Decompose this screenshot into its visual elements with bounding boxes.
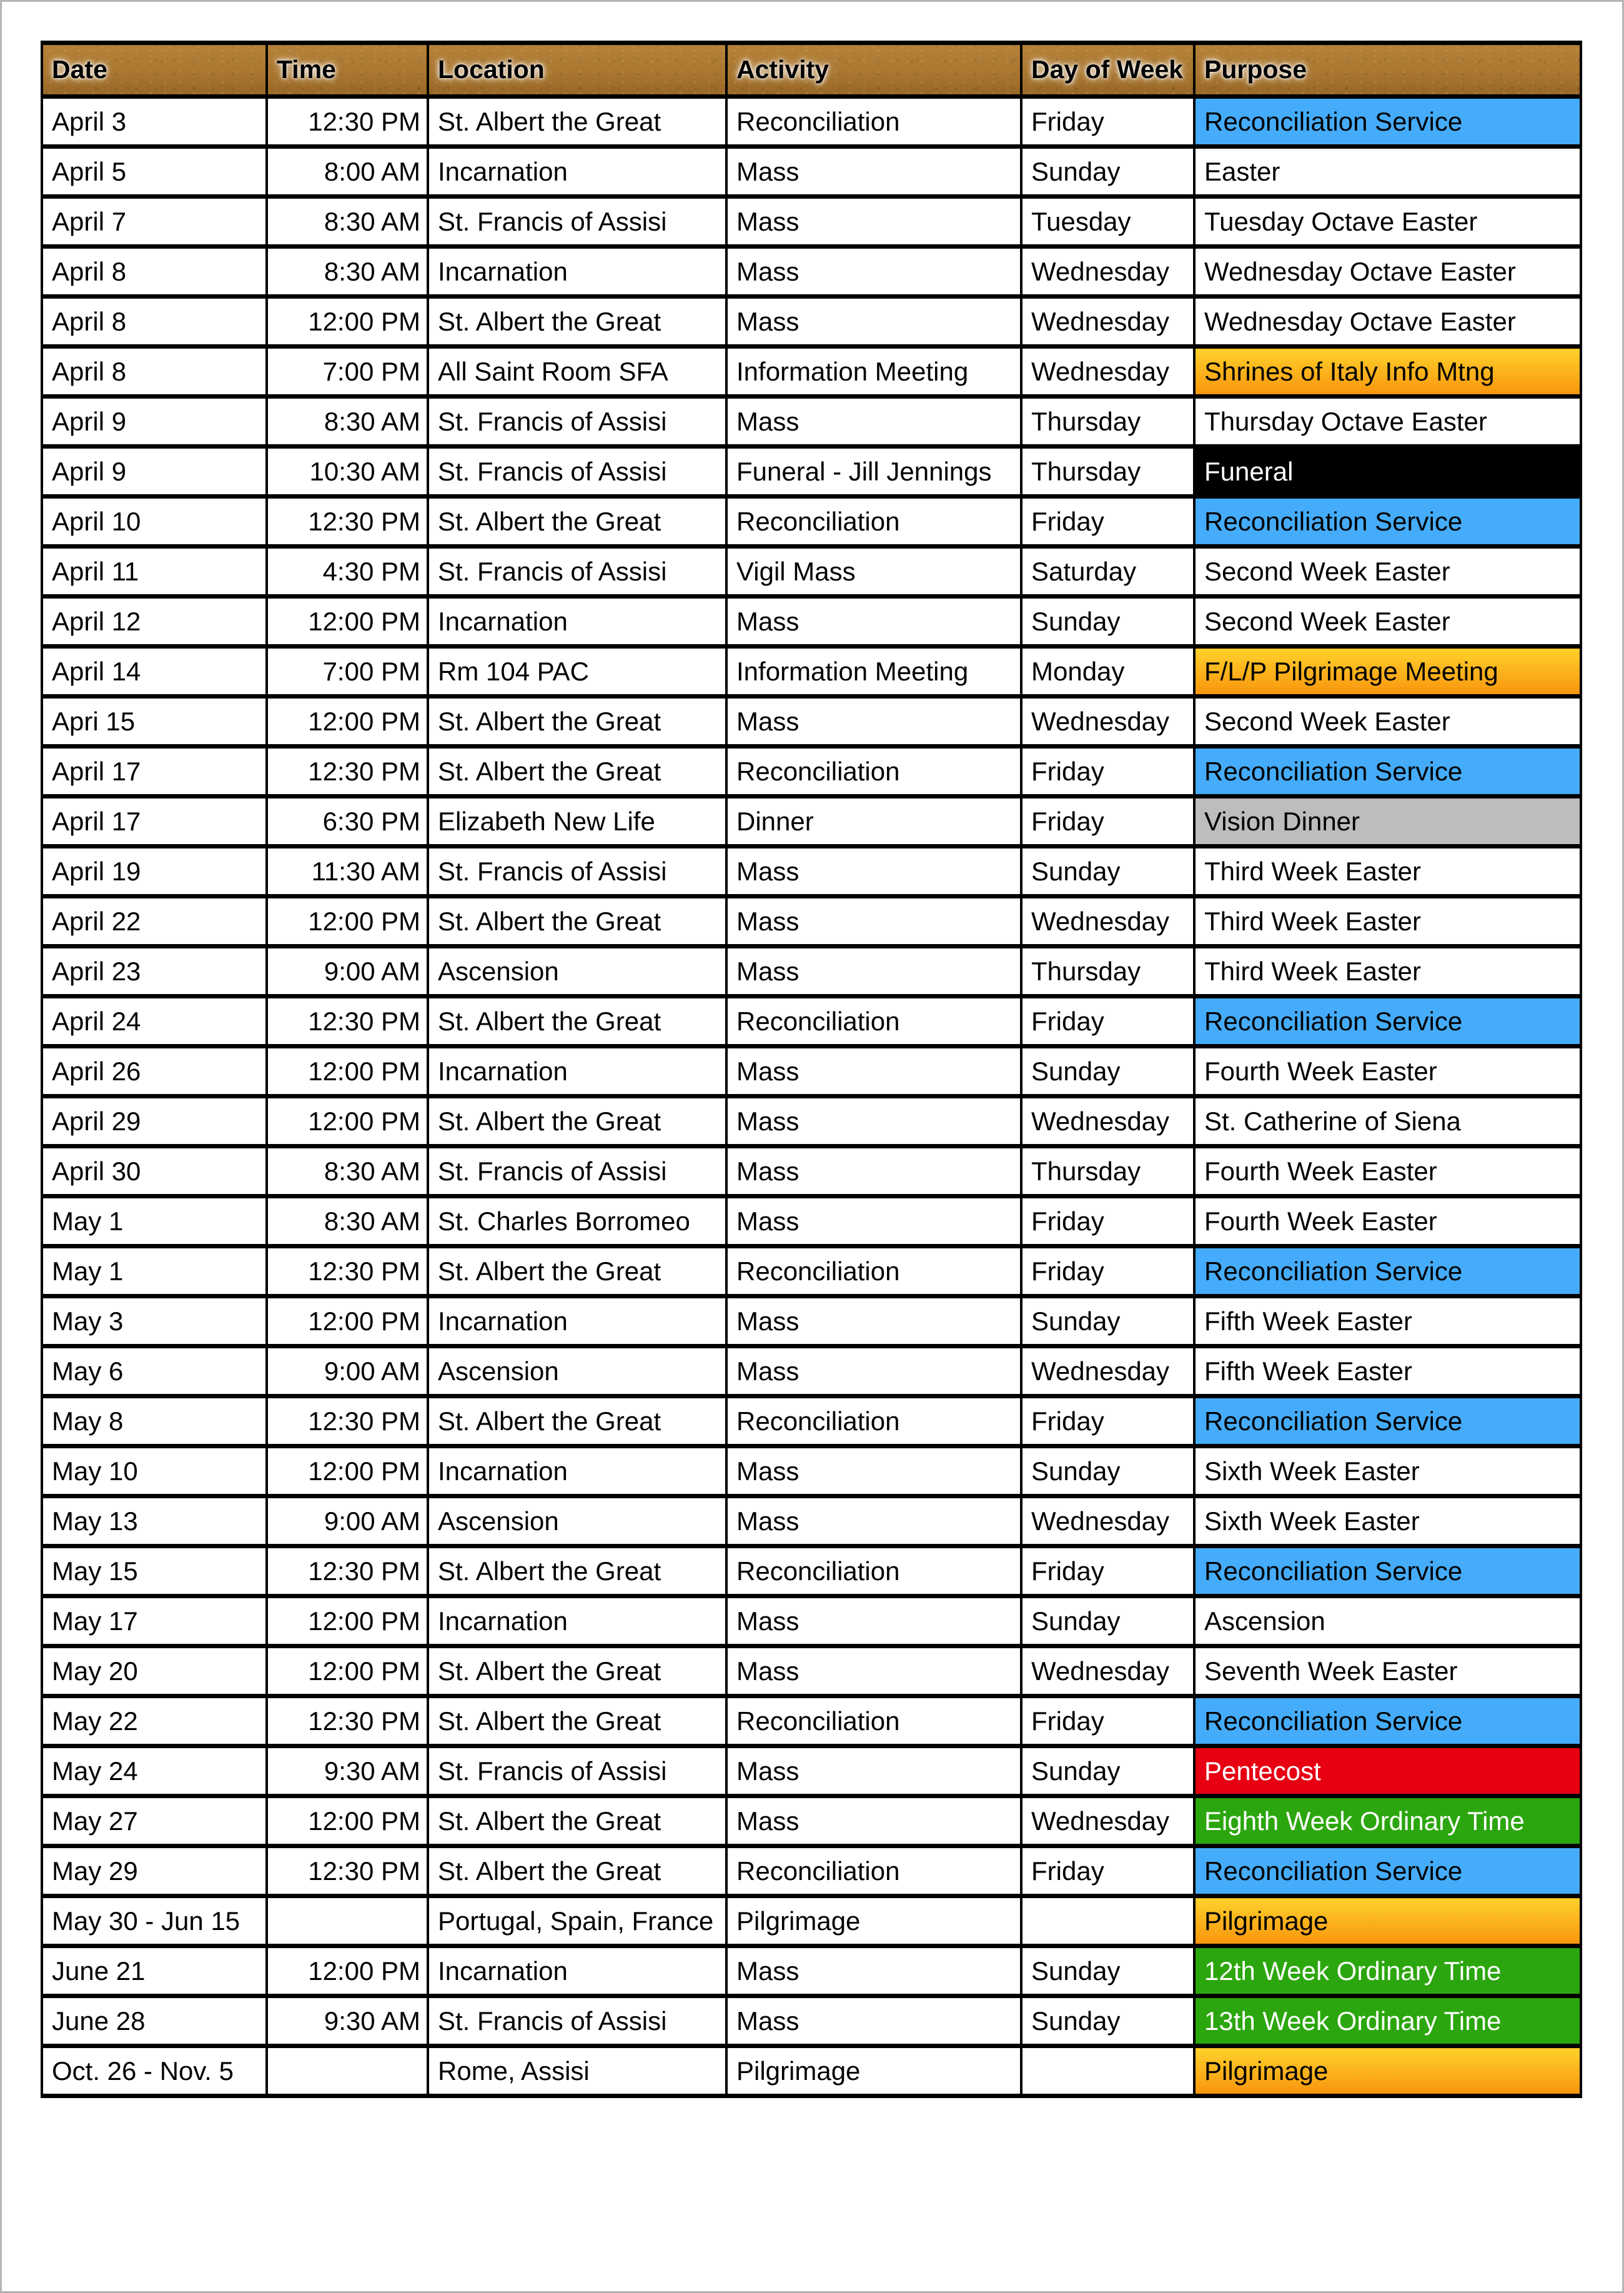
date-cell: Apri 15 [42, 697, 267, 747]
location-cell: St. Albert the Great [428, 1097, 726, 1146]
day-cell: Sunday [1021, 1296, 1194, 1346]
date-cell: April 23 [42, 947, 267, 997]
location-cell: St. Albert the Great [428, 1396, 726, 1446]
table-row [42, 847, 1581, 897]
activity-cell: Mass [726, 397, 1021, 447]
day-cell: Wednesday [1021, 297, 1194, 347]
date-cell: May 17 [42, 1596, 267, 1646]
day-cell: Wednesday [1021, 1496, 1194, 1546]
schedule-table-body [42, 97, 1581, 2096]
purpose-cell: Shrines of Italy Info Mtng [1194, 347, 1581, 397]
time-cell: 12:00 PM [267, 697, 428, 747]
activity-cell: Mass [726, 947, 1021, 997]
activity-cell: Mass [726, 1196, 1021, 1246]
activity-cell: Mass [726, 697, 1021, 747]
location-cell: St. Albert the Great [428, 1646, 726, 1696]
time-cell: 12:00 PM [267, 1296, 428, 1346]
activity-cell: Reconciliation [726, 1846, 1021, 1896]
time-cell: 8:30 AM [267, 1196, 428, 1246]
location-cell: St. Albert the Great [428, 1696, 726, 1746]
day-cell: Thursday [1021, 397, 1194, 447]
location-cell: St. Charles Borromeo [428, 1196, 726, 1246]
purpose-cell: Reconciliation Service [1194, 1546, 1581, 1596]
purpose-cell: 13th Week Ordinary Time [1194, 1996, 1581, 2046]
purpose-cell: Fifth Week Easter [1194, 1296, 1581, 1346]
day-cell: Friday [1021, 97, 1194, 147]
purpose-cell: Fourth Week Easter [1194, 1047, 1581, 1097]
date-cell: April 17 [42, 747, 267, 797]
day-cell: Monday [1021, 647, 1194, 697]
location-cell: St. Francis of Assisi [428, 1996, 726, 2046]
day-cell: Friday [1021, 747, 1194, 797]
activity-cell: Mass [726, 1097, 1021, 1146]
purpose-cell: Second Week Easter [1194, 547, 1581, 597]
activity-cell: Mass [726, 1596, 1021, 1646]
time-cell: 12:00 PM [267, 1097, 428, 1146]
purpose-cell: Wednesday Octave Easter [1194, 247, 1581, 297]
date-cell: Oct. 26 - Nov. 5 [42, 2046, 267, 2096]
activity-cell: Pilgrimage [726, 1896, 1021, 1946]
day-cell [1021, 2046, 1194, 2096]
activity-cell: Mass [726, 1946, 1021, 1996]
day-cell: Saturday [1021, 547, 1194, 597]
day-cell: Friday [1021, 797, 1194, 847]
purpose-cell: Funeral [1194, 447, 1581, 497]
date-cell: May 1 [42, 1196, 267, 1246]
location-cell: Ascension [428, 947, 726, 997]
time-cell: 12:30 PM [267, 1396, 428, 1446]
table-row [42, 1896, 1581, 1946]
activity-cell: Information Meeting [726, 347, 1021, 397]
table-row [42, 447, 1581, 497]
date-cell: May 3 [42, 1296, 267, 1346]
activity-cell: Reconciliation [726, 1696, 1021, 1746]
purpose-cell: Third Week Easter [1194, 947, 1581, 997]
activity-cell: Reconciliation [726, 497, 1021, 547]
activity-cell: Vigil Mass [726, 547, 1021, 597]
date-cell: April 22 [42, 897, 267, 947]
table-row [42, 1097, 1581, 1146]
purpose-cell: Second Week Easter [1194, 697, 1581, 747]
day-cell: Wednesday [1021, 1796, 1194, 1846]
activity-cell: Mass [726, 247, 1021, 297]
purpose-cell: Reconciliation Service [1194, 747, 1581, 797]
date-cell: April 12 [42, 597, 267, 647]
table-row [42, 197, 1581, 247]
purpose-cell: Easter [1194, 147, 1581, 197]
activity-cell: Mass [726, 147, 1021, 197]
time-cell: 4:30 PM [267, 547, 428, 597]
location-cell: All Saint Room SFA [428, 347, 726, 397]
purpose-cell: Wednesday Octave Easter [1194, 297, 1581, 347]
col-header-time: Time [267, 43, 428, 97]
time-cell: 12:00 PM [267, 297, 428, 347]
activity-cell: Reconciliation [726, 1246, 1021, 1296]
date-cell: May 22 [42, 1696, 267, 1746]
date-cell: May 27 [42, 1796, 267, 1846]
purpose-cell: Fourth Week Easter [1194, 1146, 1581, 1196]
table-row [42, 297, 1581, 347]
time-cell: 12:00 PM [267, 897, 428, 947]
time-cell: 12:30 PM [267, 497, 428, 547]
date-cell: April 26 [42, 1047, 267, 1097]
date-cell: April 14 [42, 647, 267, 697]
day-cell: Sunday [1021, 1047, 1194, 1097]
time-cell: 12:30 PM [267, 1846, 428, 1896]
table-row [42, 147, 1581, 197]
location-cell: Incarnation [428, 1047, 726, 1097]
table-row [42, 1796, 1581, 1846]
table-row [42, 947, 1581, 997]
location-cell: St. Albert the Great [428, 697, 726, 747]
day-cell: Thursday [1021, 447, 1194, 497]
purpose-cell: Reconciliation Service [1194, 1696, 1581, 1746]
date-cell: April 17 [42, 797, 267, 847]
time-cell: 11:30 AM [267, 847, 428, 897]
date-cell: April 8 [42, 347, 267, 397]
table-row [42, 1496, 1581, 1546]
location-cell: Ascension [428, 1346, 726, 1396]
purpose-cell: Ascension [1194, 1596, 1581, 1646]
activity-cell: Mass [726, 1746, 1021, 1796]
time-cell: 12:30 PM [267, 747, 428, 797]
purpose-cell: Reconciliation Service [1194, 1846, 1581, 1896]
location-cell: Ascension [428, 1496, 726, 1546]
day-cell: Friday [1021, 1246, 1194, 1296]
location-cell: Incarnation [428, 147, 726, 197]
table-row [42, 1696, 1581, 1746]
purpose-cell: Reconciliation Service [1194, 97, 1581, 147]
location-cell: St. Francis of Assisi [428, 1146, 726, 1196]
time-cell: 12:00 PM [267, 597, 428, 647]
time-cell: 9:30 AM [267, 1746, 428, 1796]
activity-cell: Mass [726, 297, 1021, 347]
date-cell: May 29 [42, 1846, 267, 1896]
location-cell: St. Francis of Assisi [428, 847, 726, 897]
table-row [42, 797, 1581, 847]
time-cell: 8:00 AM [267, 147, 428, 197]
day-cell: Thursday [1021, 947, 1194, 997]
purpose-cell: Pilgrimage [1194, 1896, 1581, 1946]
time-cell: 12:00 PM [267, 1796, 428, 1846]
time-cell: 8:30 AM [267, 1146, 428, 1196]
activity-cell: Mass [726, 1646, 1021, 1696]
activity-cell: Information Meeting [726, 647, 1021, 697]
location-cell: Incarnation [428, 247, 726, 297]
location-cell: St. Albert the Great [428, 747, 726, 797]
day-cell: Sunday [1021, 1446, 1194, 1496]
activity-cell: Dinner [726, 797, 1021, 847]
table-row [42, 247, 1581, 297]
activity-cell: Mass [726, 1346, 1021, 1396]
location-cell: Rome, Assisi [428, 2046, 726, 2096]
location-cell: St. Albert the Great [428, 1546, 726, 1596]
location-cell: St. Francis of Assisi [428, 197, 726, 247]
activity-cell: Mass [726, 1296, 1021, 1346]
purpose-cell: Thursday Octave Easter [1194, 397, 1581, 447]
date-cell: May 15 [42, 1546, 267, 1596]
table-row [42, 747, 1581, 797]
activity-cell: Reconciliation [726, 97, 1021, 147]
table-row [42, 497, 1581, 547]
date-cell: May 30 - Jun 15 [42, 1896, 267, 1946]
table-row [42, 397, 1581, 447]
location-cell: Rm 104 PAC [428, 647, 726, 697]
time-cell: 9:30 AM [267, 1996, 428, 2046]
activity-cell: Mass [726, 897, 1021, 947]
date-cell: April 19 [42, 847, 267, 897]
location-cell: St. Francis of Assisi [428, 1746, 726, 1796]
table-row [42, 997, 1581, 1047]
schedule-table [41, 41, 1582, 2098]
activity-cell: Mass [726, 1146, 1021, 1196]
purpose-cell: Fifth Week Easter [1194, 1346, 1581, 1396]
table-row [42, 1846, 1581, 1896]
location-cell: St. Albert the Great [428, 97, 726, 147]
purpose-cell: Pentecost [1194, 1746, 1581, 1796]
purpose-cell: Reconciliation Service [1194, 497, 1581, 547]
table-row [42, 2046, 1581, 2096]
activity-cell: Mass [726, 1446, 1021, 1496]
purpose-cell: Eighth Week Ordinary Time [1194, 1796, 1581, 1846]
purpose-cell: Fourth Week Easter [1194, 1196, 1581, 1246]
activity-cell: Mass [726, 847, 1021, 897]
purpose-cell: Seventh Week Easter [1194, 1646, 1581, 1696]
date-cell: May 20 [42, 1646, 267, 1696]
location-cell: Incarnation [428, 1296, 726, 1346]
location-cell: St. Albert the Great [428, 297, 726, 347]
date-cell: April 11 [42, 547, 267, 597]
date-cell: April 9 [42, 397, 267, 447]
location-cell: Incarnation [428, 1596, 726, 1646]
activity-cell: Mass [726, 597, 1021, 647]
day-cell: Wednesday [1021, 897, 1194, 947]
col-header-date: Date [42, 43, 267, 97]
day-cell: Friday [1021, 1546, 1194, 1596]
purpose-cell: St. Catherine of Siena [1194, 1097, 1581, 1146]
table-row [42, 97, 1581, 147]
table-row [42, 1546, 1581, 1596]
date-cell: May 24 [42, 1746, 267, 1796]
time-cell: 12:30 PM [267, 1246, 428, 1296]
day-cell: Friday [1021, 497, 1194, 547]
date-cell: April 8 [42, 247, 267, 297]
table-row [42, 1146, 1581, 1196]
table-row [42, 1946, 1581, 1996]
activity-cell: Reconciliation [726, 747, 1021, 797]
date-cell: April 24 [42, 997, 267, 1047]
activity-cell: Funeral - Jill Jennings [726, 447, 1021, 497]
activity-cell: Mass [726, 1496, 1021, 1546]
date-cell: May 1 [42, 1246, 267, 1296]
table-header-row [42, 43, 1581, 97]
activity-cell: Mass [726, 1047, 1021, 1097]
date-cell: May 10 [42, 1446, 267, 1496]
day-cell: Sunday [1021, 1596, 1194, 1646]
table-row [42, 647, 1581, 697]
location-cell: St. Albert the Great [428, 1796, 726, 1846]
location-cell: Incarnation [428, 1946, 726, 1996]
table-row [42, 1446, 1581, 1496]
date-cell: May 6 [42, 1346, 267, 1396]
day-cell: Sunday [1021, 1946, 1194, 1996]
purpose-cell: Third Week Easter [1194, 847, 1581, 897]
purpose-cell: F/L/P Pilgrimage Meeting [1194, 647, 1581, 697]
day-cell [1021, 1896, 1194, 1946]
table-row [42, 1996, 1581, 2046]
date-cell: May 8 [42, 1396, 267, 1446]
table-row [42, 697, 1581, 747]
location-cell: Elizabeth New Life [428, 797, 726, 847]
time-cell: 8:30 AM [267, 397, 428, 447]
table-row [42, 1646, 1581, 1696]
day-cell: Thursday [1021, 1146, 1194, 1196]
activity-cell: Reconciliation [726, 1546, 1021, 1596]
location-cell: St. Albert the Great [428, 1846, 726, 1896]
table-row [42, 1196, 1581, 1246]
col-header-activity: Activity [726, 43, 1021, 97]
time-cell [267, 2046, 428, 2096]
date-cell: June 21 [42, 1946, 267, 1996]
date-cell: May 13 [42, 1496, 267, 1546]
time-cell: 12:30 PM [267, 1696, 428, 1746]
table-row [42, 1296, 1581, 1346]
time-cell: 7:00 PM [267, 347, 428, 397]
date-cell: April 9 [42, 447, 267, 497]
time-cell: 12:00 PM [267, 1446, 428, 1496]
location-cell: Incarnation [428, 597, 726, 647]
activity-cell: Pilgrimage [726, 2046, 1021, 2096]
purpose-cell: Vision Dinner [1194, 797, 1581, 847]
table-row [42, 1346, 1581, 1396]
col-header-purpose: Purpose [1194, 43, 1581, 97]
time-cell: 9:00 AM [267, 947, 428, 997]
day-cell: Wednesday [1021, 1646, 1194, 1696]
activity-cell: Reconciliation [726, 1396, 1021, 1446]
date-cell: April 7 [42, 197, 267, 247]
day-cell: Sunday [1021, 147, 1194, 197]
time-cell: 12:00 PM [267, 1596, 428, 1646]
day-cell: Friday [1021, 1396, 1194, 1446]
day-cell: Wednesday [1021, 1097, 1194, 1146]
day-cell: Friday [1021, 997, 1194, 1047]
activity-cell: Mass [726, 1996, 1021, 2046]
purpose-cell: Sixth Week Easter [1194, 1496, 1581, 1546]
location-cell: Portugal, Spain, France [428, 1896, 726, 1946]
time-cell: 6:30 PM [267, 797, 428, 847]
time-cell: 8:30 AM [267, 247, 428, 297]
purpose-cell: 12th Week Ordinary Time [1194, 1946, 1581, 1996]
table-row [42, 1047, 1581, 1097]
table-row [42, 597, 1581, 647]
time-cell: 12:30 PM [267, 1546, 428, 1596]
location-cell: St. Francis of Assisi [428, 447, 726, 497]
date-cell: April 8 [42, 297, 267, 347]
activity-cell: Mass [726, 1796, 1021, 1846]
location-cell: St. Francis of Assisi [428, 547, 726, 597]
day-cell: Friday [1021, 1196, 1194, 1246]
activity-cell: Mass [726, 197, 1021, 247]
table-row [42, 1596, 1581, 1646]
date-cell: April 10 [42, 497, 267, 547]
time-cell: 12:00 PM [267, 1946, 428, 1996]
time-cell [267, 1896, 428, 1946]
time-cell: 8:30 AM [267, 197, 428, 247]
day-cell: Tuesday [1021, 197, 1194, 247]
purpose-cell: Third Week Easter [1194, 897, 1581, 947]
day-cell: Wednesday [1021, 247, 1194, 297]
location-cell: St. Albert the Great [428, 497, 726, 547]
purpose-cell: Sixth Week Easter [1194, 1446, 1581, 1496]
day-cell: Wednesday [1021, 347, 1194, 397]
time-cell: 12:00 PM [267, 1047, 428, 1097]
day-cell: Friday [1021, 1696, 1194, 1746]
time-cell: 12:30 PM [267, 997, 428, 1047]
day-cell: Sunday [1021, 847, 1194, 897]
purpose-cell: Reconciliation Service [1194, 1396, 1581, 1446]
day-cell: Friday [1021, 1846, 1194, 1896]
time-cell: 9:00 AM [267, 1496, 428, 1546]
date-cell: April 3 [42, 97, 267, 147]
col-header-day-of-week: Day of Week [1021, 43, 1194, 97]
col-header-location: Location [428, 43, 726, 97]
day-cell: Sunday [1021, 597, 1194, 647]
table-row [42, 1246, 1581, 1296]
time-cell: 12:30 PM [267, 97, 428, 147]
time-cell: 7:00 PM [267, 647, 428, 697]
table-row [42, 1396, 1581, 1446]
day-cell: Wednesday [1021, 1346, 1194, 1396]
table-row [42, 1746, 1581, 1796]
activity-cell: Reconciliation [726, 997, 1021, 1047]
day-cell: Sunday [1021, 1746, 1194, 1796]
purpose-cell: Pilgrimage [1194, 2046, 1581, 2096]
location-cell: St. Albert the Great [428, 1246, 726, 1296]
time-cell: 12:00 PM [267, 1646, 428, 1696]
location-cell: Incarnation [428, 1446, 726, 1496]
purpose-cell: Reconciliation Service [1194, 1246, 1581, 1296]
purpose-cell: Reconciliation Service [1194, 997, 1581, 1047]
table-row [42, 547, 1581, 597]
table-row [42, 347, 1581, 397]
location-cell: St. Francis of Assisi [428, 397, 726, 447]
location-cell: St. Albert the Great [428, 997, 726, 1047]
purpose-cell: Tuesday Octave Easter [1194, 197, 1581, 247]
date-cell: April 5 [42, 147, 267, 197]
time-cell: 9:00 AM [267, 1346, 428, 1396]
day-cell: Wednesday [1021, 697, 1194, 747]
date-cell: June 28 [42, 1996, 267, 2046]
date-cell: April 30 [42, 1146, 267, 1196]
day-cell: Sunday [1021, 1996, 1194, 2046]
location-cell: St. Albert the Great [428, 897, 726, 947]
purpose-cell: Second Week Easter [1194, 597, 1581, 647]
date-cell: April 29 [42, 1097, 267, 1146]
time-cell: 10:30 AM [267, 447, 428, 497]
table-row [42, 897, 1581, 947]
